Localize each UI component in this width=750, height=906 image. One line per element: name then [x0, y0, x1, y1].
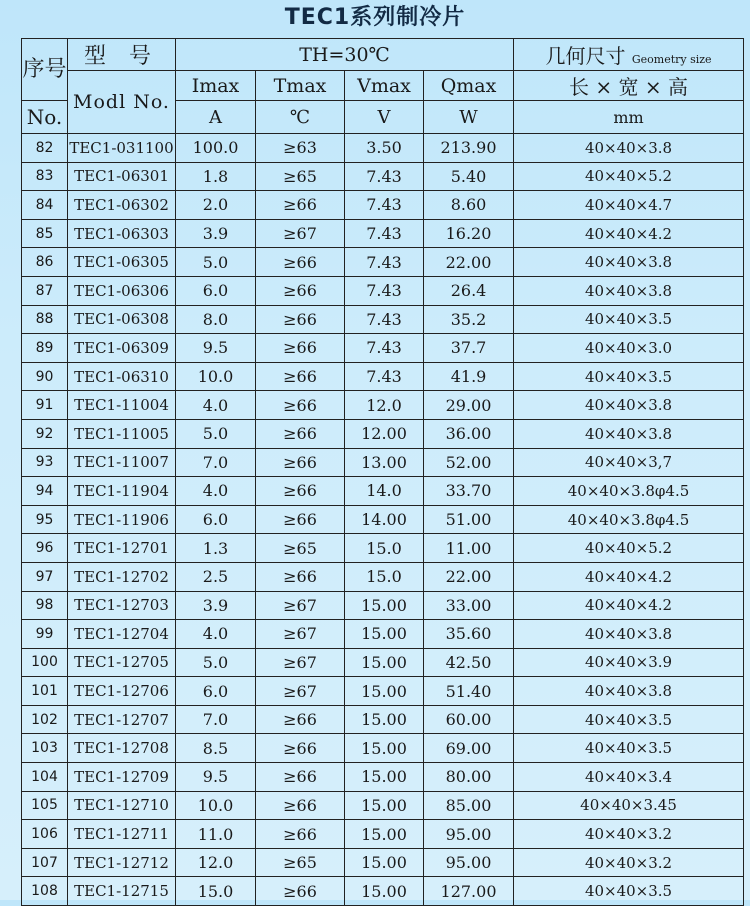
row-vmax: 15.00: [345, 677, 424, 706]
row-vmax: 3.50: [345, 134, 424, 163]
row-size: 40×40×3.2: [514, 820, 744, 849]
row-size: 40×40×3.8φ4.5: [514, 505, 744, 534]
row-vmax: 15.00: [345, 620, 424, 649]
row-qmax: 37.7: [424, 334, 514, 363]
row-size: 40×40×4.2: [514, 562, 744, 591]
table-row: [22, 705, 744, 734]
row-vmax: 15.0: [345, 534, 424, 563]
row-tmax: ≥66: [256, 419, 345, 448]
row-no: 85: [22, 219, 68, 248]
row-tmax: ≥66: [256, 477, 345, 506]
row-size: 40×40×3.8: [514, 134, 744, 163]
row-model: TEC1-12702: [68, 562, 176, 591]
row-vmax: 7.43: [345, 219, 424, 248]
row-vmax: 7.43: [345, 362, 424, 391]
row-no: 92: [22, 419, 68, 448]
row-no: 104: [22, 763, 68, 792]
row-imax: 2.0: [176, 191, 256, 220]
table-row: [22, 648, 744, 677]
spec-table: [21, 38, 744, 906]
row-model: TEC1-12712: [68, 848, 176, 877]
geometry-label: 几何尺寸: [545, 44, 626, 68]
row-imax: 12.0: [176, 848, 256, 877]
row-no: 89: [22, 334, 68, 363]
row-vmax: 7.43: [345, 334, 424, 363]
row-tmax: ≥66: [256, 362, 345, 391]
row-qmax: 22.00: [424, 562, 514, 591]
row-imax: 9.5: [176, 334, 256, 363]
row-qmax: 127.00: [424, 877, 514, 906]
row-model: TEC1-11004: [68, 391, 176, 420]
unit-v: V: [345, 101, 424, 134]
row-imax: 15.0: [176, 877, 256, 906]
table-row: [22, 677, 744, 706]
row-qmax: 5.40: [424, 162, 514, 191]
row-tmax: ≥66: [256, 276, 345, 305]
row-vmax: 15.00: [345, 877, 424, 906]
row-qmax: 8.60: [424, 191, 514, 220]
table-row: [22, 562, 744, 591]
row-no: 95: [22, 505, 68, 534]
row-imax: 3.9: [176, 219, 256, 248]
unit-c: ℃: [256, 101, 345, 134]
row-vmax: 15.00: [345, 763, 424, 792]
page-title: TEC1系列制冷片: [284, 5, 466, 30]
row-imax: 3.9: [176, 591, 256, 620]
row-size: 40×40×3.5: [514, 705, 744, 734]
row-size: 40×40×5.2: [514, 534, 744, 563]
row-imax: 10.0: [176, 362, 256, 391]
table-row: [22, 791, 744, 820]
row-imax: 100.0: [176, 134, 256, 163]
row-vmax: 7.43: [345, 248, 424, 277]
row-imax: 6.0: [176, 505, 256, 534]
row-qmax: 36.00: [424, 419, 514, 448]
row-model: TEC1-12705: [68, 648, 176, 677]
row-model: TEC1-06302: [68, 191, 176, 220]
row-imax: 8.5: [176, 734, 256, 763]
row-qmax: 51.40: [424, 677, 514, 706]
table-row: [22, 534, 744, 563]
row-no: 105: [22, 791, 68, 820]
row-model: TEC1-11904: [68, 477, 176, 506]
row-no: 82: [22, 134, 68, 163]
row-model: TEC1-11906: [68, 505, 176, 534]
row-no: 96: [22, 534, 68, 563]
table-row: [22, 820, 744, 849]
row-vmax: 14.00: [345, 505, 424, 534]
row-tmax: ≥67: [256, 620, 345, 649]
table-row: [22, 763, 744, 792]
row-model: TEC1-11007: [68, 448, 176, 477]
row-size: 40×40×3.9: [514, 648, 744, 677]
table-row: [22, 448, 744, 477]
row-no: 86: [22, 248, 68, 277]
row-no: 90: [22, 362, 68, 391]
row-imax: 2.5: [176, 562, 256, 591]
table-row: [22, 248, 744, 277]
row-qmax: 69.00: [424, 734, 514, 763]
row-size: 40×40×3.8: [514, 248, 744, 277]
table-row: [22, 391, 744, 420]
row-imax: 4.0: [176, 620, 256, 649]
row-imax: 4.0: [176, 391, 256, 420]
row-qmax: 42.50: [424, 648, 514, 677]
row-no: 100: [22, 648, 68, 677]
row-qmax: 60.00: [424, 705, 514, 734]
row-imax: 7.0: [176, 705, 256, 734]
row-vmax: 15.00: [345, 591, 424, 620]
row-size: 40×40×3.5: [514, 734, 744, 763]
row-vmax: 14.0: [345, 477, 424, 506]
geometry-dims-header: 长 × 宽 × 高: [514, 71, 744, 101]
row-no: 97: [22, 562, 68, 591]
row-model: TEC1-031100: [68, 134, 176, 163]
row-tmax: ≥66: [256, 734, 345, 763]
row-vmax: 13.00: [345, 448, 424, 477]
row-size: 40×40×3.8: [514, 419, 744, 448]
row-no: 84: [22, 191, 68, 220]
table-row: [22, 134, 744, 163]
row-size: 40×40×3.8: [514, 677, 744, 706]
row-qmax: 33.00: [424, 591, 514, 620]
row-qmax: 16.20: [424, 219, 514, 248]
row-model: TEC1-06305: [68, 248, 176, 277]
table-row: [22, 191, 744, 220]
unit-w: W: [424, 101, 514, 134]
model-no-header: Modl No.: [68, 71, 176, 134]
row-size: 40×40×3.8: [514, 276, 744, 305]
table-row: [22, 362, 744, 391]
row-qmax: 95.00: [424, 848, 514, 877]
row-size: 40×40×3.5: [514, 305, 744, 334]
seq-no-header: No.: [22, 101, 68, 134]
row-tmax: ≥66: [256, 820, 345, 849]
row-size: 40×40×4.2: [514, 219, 744, 248]
row-model: TEC1-06310: [68, 362, 176, 391]
row-size: 40×40×4.2: [514, 591, 744, 620]
row-tmax: ≥66: [256, 505, 345, 534]
row-model: TEC1-12710: [68, 791, 176, 820]
table-row: [22, 848, 744, 877]
table-row: [22, 162, 744, 191]
table-row: [22, 505, 744, 534]
row-model: TEC1-06309: [68, 334, 176, 363]
row-tmax: ≥66: [256, 391, 345, 420]
row-vmax: 7.43: [345, 162, 424, 191]
row-model: TEC1-12715: [68, 877, 176, 906]
table-row: [22, 734, 744, 763]
row-qmax: 51.00: [424, 505, 514, 534]
table-row: [22, 334, 744, 363]
row-size: 40×40×3.8: [514, 391, 744, 420]
row-tmax: ≥65: [256, 534, 345, 563]
row-vmax: 15.0: [345, 562, 424, 591]
row-qmax: 80.00: [424, 763, 514, 792]
row-size: 40×40×4.7: [514, 191, 744, 220]
row-model: TEC1-12709: [68, 763, 176, 792]
row-vmax: 7.43: [345, 305, 424, 334]
row-tmax: ≥65: [256, 162, 345, 191]
table-row: [22, 219, 744, 248]
row-model: TEC1-06306: [68, 276, 176, 305]
imax-header: Imax: [176, 71, 256, 101]
row-no: 107: [22, 848, 68, 877]
qmax-header: Qmax: [424, 71, 514, 101]
row-qmax: 22.00: [424, 248, 514, 277]
row-qmax: 33.70: [424, 477, 514, 506]
row-no: 101: [22, 677, 68, 706]
row-tmax: ≥67: [256, 591, 345, 620]
row-size: 40×40×3.4: [514, 763, 744, 792]
row-vmax: 15.00: [345, 705, 424, 734]
table-row: [22, 305, 744, 334]
row-vmax: 7.43: [345, 276, 424, 305]
row-no: 94: [22, 477, 68, 506]
row-model: TEC1-12704: [68, 620, 176, 649]
row-no: 108: [22, 877, 68, 906]
row-model: TEC1-12707: [68, 705, 176, 734]
th-condition: TH=30℃: [176, 39, 514, 71]
row-qmax: 41.9: [424, 362, 514, 391]
row-no: 99: [22, 620, 68, 649]
unit-mm: mm: [514, 101, 744, 134]
row-vmax: 15.00: [345, 848, 424, 877]
row-tmax: ≥66: [256, 763, 345, 792]
row-size: 40×40×3.8φ4.5: [514, 477, 744, 506]
row-vmax: 15.00: [345, 820, 424, 849]
row-tmax: ≥66: [256, 877, 345, 906]
row-size: 40×40×3,7: [514, 448, 744, 477]
row-imax: 5.0: [176, 248, 256, 277]
row-no: 87: [22, 276, 68, 305]
row-vmax: 7.43: [345, 191, 424, 220]
row-tmax: ≥67: [256, 648, 345, 677]
table-row: [22, 877, 744, 906]
row-vmax: 12.00: [345, 419, 424, 448]
row-imax: 10.0: [176, 791, 256, 820]
row-imax: 5.0: [176, 419, 256, 448]
row-vmax: 15.00: [345, 791, 424, 820]
table-row: [22, 591, 744, 620]
row-no: 103: [22, 734, 68, 763]
table-row: [22, 419, 744, 448]
row-size: 40×40×3.0: [514, 334, 744, 363]
row-size: 40×40×3.45: [514, 791, 744, 820]
row-imax: 1.8: [176, 162, 256, 191]
row-imax: 6.0: [176, 276, 256, 305]
table-row: [22, 276, 744, 305]
table-row: [22, 477, 744, 506]
row-qmax: 95.00: [424, 820, 514, 849]
row-size: 40×40×5.2: [514, 162, 744, 191]
row-tmax: ≥65: [256, 848, 345, 877]
row-model: TEC1-06303: [68, 219, 176, 248]
row-no: 93: [22, 448, 68, 477]
row-qmax: 35.60: [424, 620, 514, 649]
row-model: TEC1-12706: [68, 677, 176, 706]
row-model: TEC1-12708: [68, 734, 176, 763]
row-tmax: ≥67: [256, 677, 345, 706]
row-qmax: 52.00: [424, 448, 514, 477]
table-row: [22, 620, 744, 649]
row-tmax: ≥63: [256, 134, 345, 163]
row-size: 40×40×3.5: [514, 877, 744, 906]
row-qmax: 29.00: [424, 391, 514, 420]
row-no: 102: [22, 705, 68, 734]
row-imax: 7.0: [176, 448, 256, 477]
row-no: 83: [22, 162, 68, 191]
row-qmax: 213.90: [424, 134, 514, 163]
row-imax: 4.0: [176, 477, 256, 506]
row-tmax: ≥66: [256, 448, 345, 477]
row-imax: 5.0: [176, 648, 256, 677]
row-imax: 9.5: [176, 763, 256, 792]
row-model: TEC1-12701: [68, 534, 176, 563]
row-vmax: 15.00: [345, 734, 424, 763]
row-qmax: 35.2: [424, 305, 514, 334]
geometry-label-en: Geometry size: [631, 53, 712, 66]
row-imax: 1.3: [176, 534, 256, 563]
row-vmax: 15.00: [345, 648, 424, 677]
table-body: [22, 134, 744, 906]
row-no: 88: [22, 305, 68, 334]
row-tmax: ≥66: [256, 334, 345, 363]
tmax-header: Tmax: [256, 71, 345, 101]
row-tmax: ≥67: [256, 219, 345, 248]
unit-a: A: [176, 101, 256, 134]
row-tmax: ≥66: [256, 791, 345, 820]
row-size: 40×40×3.2: [514, 848, 744, 877]
row-no: 91: [22, 391, 68, 420]
row-no: 98: [22, 591, 68, 620]
row-tmax: ≥66: [256, 191, 345, 220]
row-tmax: ≥66: [256, 562, 345, 591]
row-model: TEC1-12703: [68, 591, 176, 620]
row-qmax: 26.4: [424, 276, 514, 305]
row-model: TEC1-11005: [68, 419, 176, 448]
row-size: 40×40×3.8: [514, 620, 744, 649]
model-header: 型 号: [68, 39, 176, 71]
row-vmax: 12.0: [345, 391, 424, 420]
geometry-header: [514, 39, 744, 71]
row-imax: 11.0: [176, 820, 256, 849]
row-size: 40×40×3.5: [514, 362, 744, 391]
seq-header: 序号: [22, 39, 68, 101]
row-imax: 8.0: [176, 305, 256, 334]
row-qmax: 85.00: [424, 791, 514, 820]
row-model: TEC1-06308: [68, 305, 176, 334]
vmax-header: Vmax: [345, 71, 424, 101]
row-tmax: ≥66: [256, 305, 345, 334]
row-qmax: 11.00: [424, 534, 514, 563]
row-model: TEC1-06301: [68, 162, 176, 191]
row-tmax: ≥66: [256, 705, 345, 734]
row-model: TEC1-12711: [68, 820, 176, 849]
row-tmax: ≥66: [256, 248, 345, 277]
row-imax: 6.0: [176, 677, 256, 706]
row-no: 106: [22, 820, 68, 849]
